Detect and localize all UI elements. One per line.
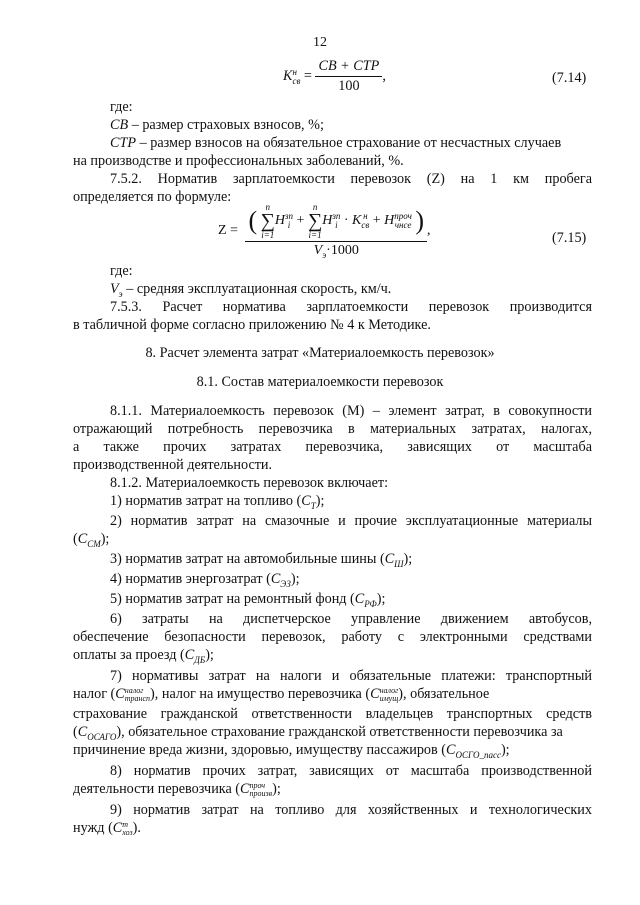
eq714-number: (7.14) [552,70,587,86]
item3-end: ); [403,551,413,567]
def-cb-text: – размер страховых взносов, %; [128,117,324,133]
item8-text: деятельности перевозчика ( [73,781,241,797]
eq714-fraction [315,58,382,95]
eq714-comma: , [382,67,386,84]
eq715-comma: , [427,223,431,239]
sum-2: n ∑ i=1 [307,202,323,240]
eq715-lhs: Z = [218,222,238,238]
def-ctp-symbol: СТР [110,135,137,151]
list-item-8-line2 [73,780,281,798]
item7-s2: С [370,686,380,702]
para-7-5-2-line1: 7.5.2. Норматив зарплатоемкости перевозок (Z) на 1 км пробега [110,171,592,187]
item7-line4-text: ), обязательное страхование гражданской ответственности перевозчика за [116,724,563,740]
item3-sub: Ш [394,558,404,569]
term4: H [384,213,395,229]
eq714-lhs: K [283,67,293,84]
item7-s1: С [115,686,125,702]
list-item-9-line2 [73,819,141,837]
para-8-1-1-line2: отражающий потребность перевозчика в материальных затратах, налогах, [73,421,592,437]
term2-sub: i [335,220,338,230]
item7-s1-sub: трансп [124,693,151,703]
item8-sym: С [240,781,250,797]
section-heading-8: 8. Расчет элемента затрат «Материалоемкость перевозок» [145,345,495,361]
item4-end: ); [290,571,300,587]
term1-sub: i [287,220,291,230]
item8-sup: проч [249,780,266,790]
equation-7-15 [218,202,431,260]
list-item-8-line1: 8) норматив прочих затрат, зависящих от масштаба производственной [110,763,592,779]
definition-ctp-cont: на производстве и профессиональных заболеваний, %. [73,153,404,169]
sum-2-top: n [312,202,318,212]
def-ctp-text: – размер взносов на обязательное страхование от несчастных случаев [136,135,562,151]
item7-s2-sup: налог [379,685,399,695]
eq715-fraction [245,202,427,260]
plus-2: + [372,213,381,229]
sum-1-bottom: i=1 [261,230,275,240]
item4-text: 4) норматив энергозатрат ( [110,571,271,587]
item9-text: нужд ( [73,820,113,836]
item1-sub: Т [310,500,316,511]
list-item-7-line2 [73,685,592,703]
item2-sym: С [77,531,88,547]
item7-s3-sub: ОСАГО [87,731,117,742]
page-number: 12 [313,35,327,50]
equation-7-14 [283,58,386,95]
list-item-7-line4: $(С_{ОСАГО})$, обязательное страхование гражданской ответственности перевозчика за [73,724,563,742]
paren-open: ( [248,206,258,235]
item3-sym: С [384,551,395,567]
list-item-9-line1: 9) норматив затрат на топливо для хозяйственных и технологических [110,802,592,818]
eq714-lhs-sup: н [292,66,297,77]
where-label-1: где: [110,99,133,115]
item2-sub: СМ [87,538,101,549]
item9-sym: С [112,820,123,836]
dot: · [343,213,349,229]
def-v-text: – средняя эксплуатационная скорость, км/ч. [122,281,392,297]
term1: H [274,213,286,229]
item7-s4-sub: ОСГО_пасс [455,749,501,760]
item9-end: ). [132,820,141,836]
item8-end: ); [272,781,281,797]
item7-c: ), обязательное [398,686,490,702]
den-v: V [313,243,323,258]
def-cb-symbol: СВ [110,117,129,133]
sum-1-top: n [265,202,270,212]
where-label-2: где: [110,263,133,279]
list-item-6-line2: обеспечение безопасности перевозок, работу с электронными средствами [73,629,592,645]
item9-sub: хоз [122,827,133,837]
eq714-lhs-sub: св [292,75,301,86]
eq715-numerator [245,202,427,242]
para-8-1-2: 8.1.2. Материалоемкость перевозок включает: [110,475,389,491]
para-8-1-1-line1: 8.1.1. Материалоемкость перевозок (М) – элемент затрат, в совокупности [110,403,592,419]
item6-end: ); [205,647,214,663]
paren-close: ) [415,206,425,235]
term3-sub: св [361,220,370,230]
item2-end: ); [100,531,110,547]
term3-sup: н [363,211,368,221]
item7-s1-sup: налог [124,685,144,695]
term2-sup: зп [332,211,341,221]
list-item-2-line2: $(С_{СМ})$; [73,531,110,549]
den-v-sub: э [322,249,327,260]
para-7-5-3-line1: 7.5.3. Расчет норматива зарплатоемкости перевозок производится [110,299,592,315]
definition-ctp [110,134,561,152]
item1-text: 1) норматив затрат на топливо ( [110,493,302,509]
item4-sym: С [270,571,281,587]
item6-sym: С [184,647,195,663]
definition-cb [110,116,324,134]
def-v-symbol: V [110,281,119,297]
eq715-denominator [245,242,427,260]
term3: K [352,213,362,229]
item7-a: налог ( [73,686,116,702]
list-item-2-line1: 2) норматив затрат на смазочные и прочие эксплуатационные материалы [110,513,592,529]
para-7-5-3-line2: в табличной форме согласно приложению № 4 к Методике. [73,317,431,333]
eq715-number: (7.15) [552,230,587,246]
sum-2-bottom: i=1 [308,230,322,240]
list-item-6-line3 [73,646,214,669]
plus-1: + [296,213,305,229]
list-item-7-line1: 7) нормативы затрат на налоги и обязательные платежи: транспортный [110,668,592,684]
term4-sup: проч [394,211,412,221]
item3-text: 3) норматив затрат на автомобильные шины ( [110,551,385,567]
para-7-5-2-line2: определяется по формуле: [73,189,232,205]
sum-1: n ∑ i=1 [260,202,275,240]
para-8-1-1-line4: производственной деятельности. [73,457,273,473]
item5-text: 5) норматив затрат на ремонтный фонд ( [110,591,355,607]
term1-sup: зп [285,211,294,221]
item6-sub: ДБ [194,654,206,665]
item4-sub: ЭЗ [280,578,291,589]
item7-b: ), налог на имущество перевозчика ( [150,686,371,702]
list-item-6-line1: 6) затраты на диспетчерское управление движением автобусов, [110,611,592,627]
para-8-1-1-line3: а также прочих затратах перевозчика, зависящих от масштаба [73,439,592,455]
den-tail: ·1000 [326,243,359,258]
item5-sym: С [354,591,365,607]
term2: H [322,213,333,229]
item7-line5-text: причинение вреда жизни, здоровью, имуществу пассажиров ( [73,742,446,758]
item1-end: ); [315,493,325,509]
eq714-equals: = [303,67,312,84]
item7-line5-end: ); [500,742,510,758]
item7-s3: С [77,724,88,740]
item9-sup: т [122,819,129,829]
section-heading-8-1: 8.1. Состав материалоемкости перевозок [196,374,444,390]
item6-pre: оплаты за проезд ( [73,647,185,663]
item7-s2-sub: имущ [379,693,399,703]
def-v-sub: э [118,288,123,299]
list-item-7-line3: страхование гражданской ответственности владельцев транспортных средств [73,706,592,722]
item5-sub: РФ [364,598,377,609]
item1-sym: С [301,493,311,509]
term4-sub: чнсе [394,220,412,230]
eq714-denominator: 100 [338,78,360,94]
list-item-7-line5 [73,741,510,764]
item7-s4: С [445,742,456,758]
eq714-numerator: СВ + СТР [315,58,382,77]
item8-sub: произв [249,788,273,798]
item5-end: ); [376,591,386,607]
